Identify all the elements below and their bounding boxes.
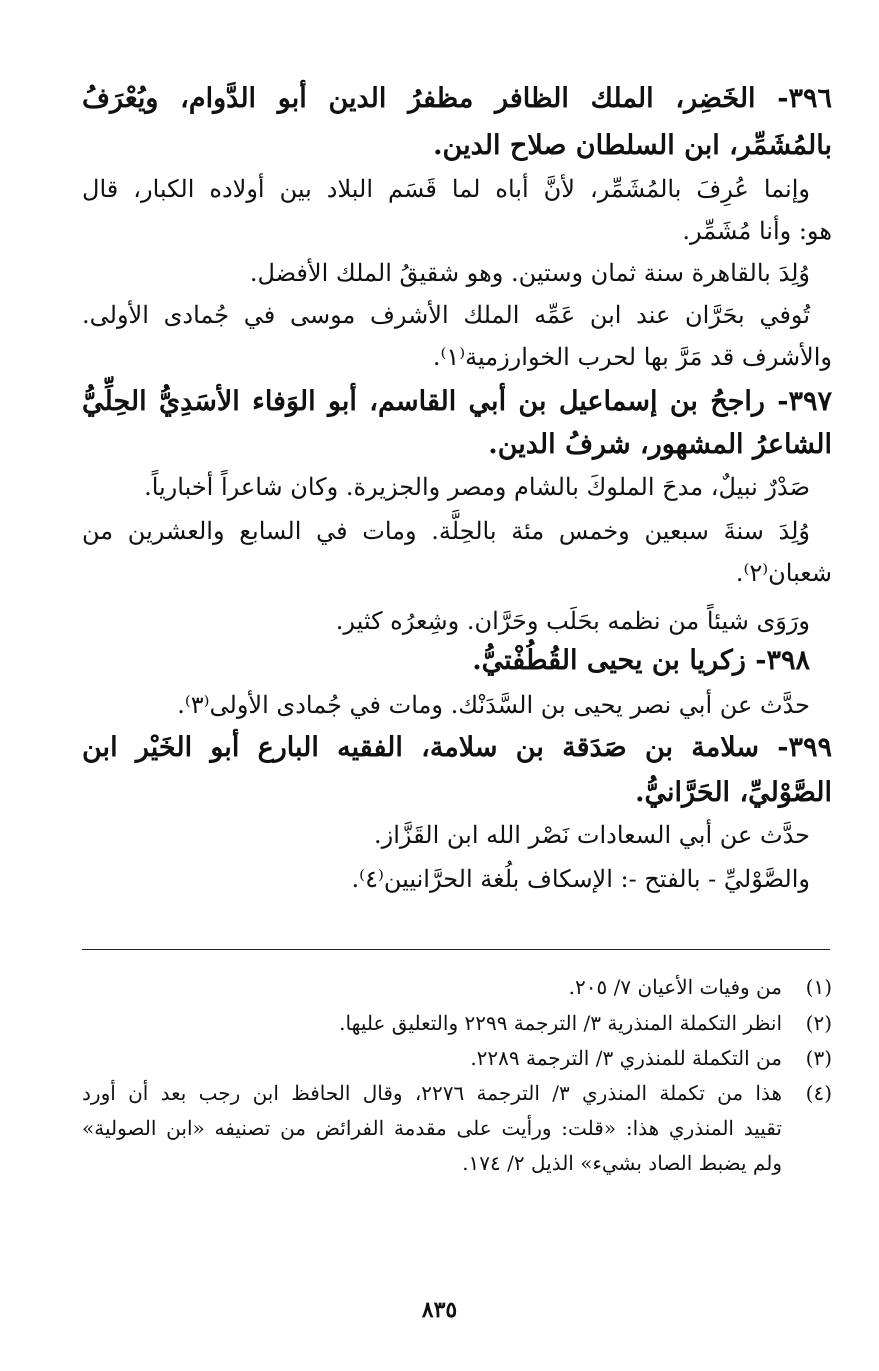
entry-399-text-line: حدَّث عن أبي السعادات نَصْر الله ابن القَزَّاز. — [374, 821, 810, 849]
footnote-text: انظر التكملة المنذرية ٣/ الترجمة ٢٢٩٩ والتعليق عليها. — [339, 1011, 782, 1035]
entry-397-text-line: وُلِدَ سنةَ سبعين وخمس مئة بالحِلَّة. ومات في السابع والعشرين من — [82, 517, 810, 545]
entry-397-text-line: شعبان⁽٢⁾. — [735, 559, 832, 587]
footnote-4-continued — [82, 1148, 832, 1178]
footnote-text: من التكملة للمنذري ٣/ الترجمة ٢٢٨٩. — [470, 1046, 782, 1070]
entry-396-text-line: هو: وأنا مُشَمِّر. — [682, 217, 832, 245]
main-text — [82, 0, 832, 930]
entry-398-heading: ٣٩٨- زكريا بن يحيى القُطُفْتيُّ. — [472, 645, 810, 676]
footnote-3 — [82, 1043, 832, 1073]
entry-396-heading-line-1: ٣٩٦- الخَضِر، الملك الظافر مظفرُ الدين أبو الدَّوام، ويُعْرَفُ — [82, 83, 832, 114]
entry-397-heading-line-2: الشاعرُ المشهور، شرفُ الدين. — [488, 429, 832, 460]
entry-399-text-line: والصَّوْليِّ - بالفتح -: الإسكاف بلُغة الحرَّانيين⁽٤⁾. — [351, 865, 810, 893]
footnote-text: هذا من تكملة المنذري ٣/ الترجمة ٢٢٧٦، وقال الحافظ ابن رجب بعد أن أورد — [82, 1081, 783, 1105]
entry-396-text-line: والأشرف قد مَرَّ بها لحرب الخوارزمية⁽١⁾. — [432, 343, 832, 371]
entry-397-text-line: صَدْرٌ نبيلٌ، مدحَ الملوكَ بالشام ومصر والجزيرة. وكان شاعراً أخبارياً. — [144, 473, 810, 501]
entry-396-heading-line-2: بالمُشَمِّر، ابن السلطان صلاح الدين. — [433, 130, 832, 161]
entry-397-text-line: ورَوَى شيئاً من نظمه بحَلَب وحَرَّان. وشِعرُه كثير. — [335, 607, 810, 635]
footnote-2 — [82, 1008, 832, 1038]
entry-396-text-line: وإنما عُرِفَ بالمُشَمِّر، لأنَّ أباه لما قَسَم البلاد بين أولاده الكبار، قال — [82, 175, 810, 203]
entry-399-heading-line-1: ٣٩٩- سلامة بن صَدَقة بن سلامة، الفقيه البارع أبو الخَيْر ابن — [82, 732, 832, 763]
footnote-number: (٤) — [805, 1081, 832, 1105]
footnote-1 — [82, 972, 832, 1002]
entry-398-text-line: حدَّث عن أبي نصر يحيى بن السَّدَنْك. ومات في جُمادى الأولى⁽٣⁾. — [177, 691, 810, 719]
footnote-text: تقييد المنذري هذا: «قلت: ورأيت على مقدمة الفرائض من تصنيفه «ابن الصولية» — [82, 1116, 782, 1140]
footnote-divider — [82, 949, 830, 950]
entry-397-heading-line-1: ٣٩٧- راجحُ بن إسماعيل بن أبي القاسم، أبو الوَفاء الأسَدِيُّ الحِلِّيُّ — [82, 386, 832, 417]
footnote-number: (١) — [805, 975, 832, 999]
footnote-number: (٣) — [805, 1046, 832, 1070]
footnote-text: من وفيات الأعيان ٧/ ٢٠٥. — [568, 975, 782, 999]
footnote-number: (٢) — [805, 1011, 832, 1035]
footnote-4 — [82, 1078, 832, 1108]
entry-399-heading-line-2: الصَّوْليِّ، الحَرَّانيُّ. — [635, 777, 832, 808]
entry-396-text-line: وُلِدَ بالقاهرة سنة ثمان وستين. وهو شقيقُ الملك الأفضل. — [249, 259, 810, 287]
footnote-text: ولم يضبط الصاد بشيء» الذيل ٢/ ١٧٤. — [462, 1151, 782, 1175]
entry-396-text-line: تُوفي بحَرَّان عند ابن عَمِّه الملك الأشرف موسى في جُمادى الأولى. — [82, 301, 810, 329]
footnote-4-continued — [82, 1113, 832, 1143]
page-number: ٨٣٥ — [421, 1297, 458, 1323]
